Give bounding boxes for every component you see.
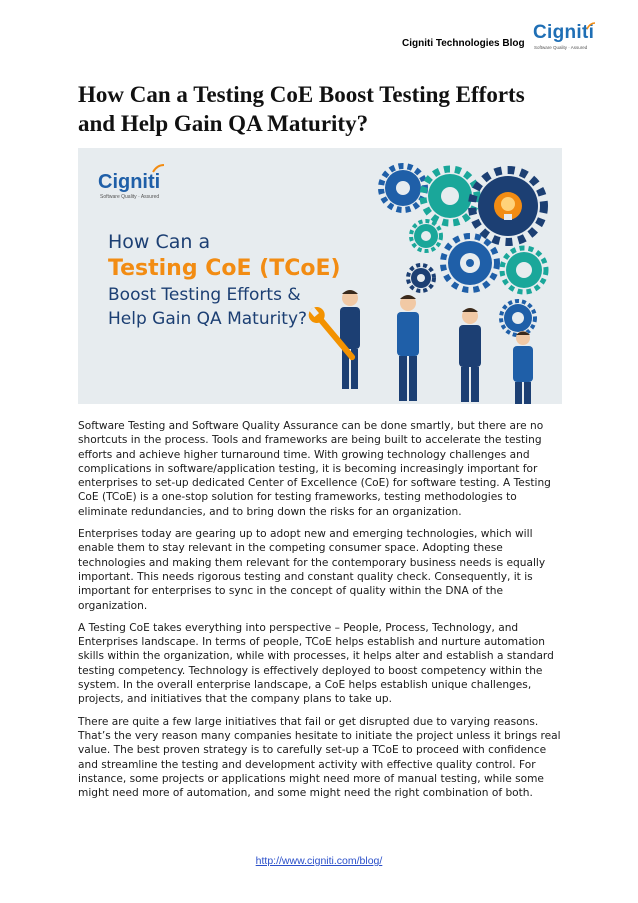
blog-label: Cigniti Technologies Blog [402,38,525,49]
gear-icon [408,265,434,291]
banner-line-2: Testing CoE (TCoE) [108,256,341,281]
page-header [0,0,638,60]
article-title: How Can a Testing CoE Boost Testing Efforts and Help Gain QA Maturity? [78,82,525,136]
paragraph: There are quite a few large initiatives that fail or get disrupted due to varying reasons. That’s the very reason many companies hesitate to initiate the project unless it brings real value. The best proven strategy is to carefully set-up a TCoE to proceed with confidence and streamline the testing and development activity with effective quality control. For instance, some projects or applications might need more of manual testing, while some might need more of automation, and some might need the right combination of both. [78,715,561,800]
hero-banner-image [78,148,562,404]
blog-url-link[interactable]: http://www.cigniti.com/blog/ [255,855,383,867]
logo-swoosh-icon [586,22,596,30]
banner-logo-text: Cigniti [98,171,161,193]
paragraph: Software Testing and Software Quality Assurance can be done smartly, but there are no shortcuts in the process. Tools and frameworks are being built to accelerate the testing efforts and achieve higher turnaround time. With growing technology challenges and complications in software/application testing, it is becoming increasingly important for enterprises to set-up dedicated Center of Excellence (CoE) for software testing. A Testing CoE (TCoE) is a one-stop solution for testing frameworks, testing methodologies to eliminate redundancies, and to bring down the risks for an organization. [78,420,551,518]
article-body [78,419,564,808]
logo-tagline: Software Quality · Assured [534,45,588,50]
paragraph: A Testing CoE takes everything into perspective – People, Process, Technology, and Enterprises landscape. In terms of people, TCoE helps establish and nurture automation skills within the organization, while with processes, it helps alter and establish a standard testing competency. Technology is effectively deployed to boost competency within the system. In the overall enterprise landscape, a CoE helps establish unique challenges, projects, and initiatives that the company plans to take up. [78,621,554,706]
banner-logo-tagline: Software Quality · Assured [100,194,160,200]
cigniti-logo[interactable] [533,22,613,54]
banner-line-3: Boost Testing Efforts & [108,285,301,305]
page-footer [0,849,638,868]
banner-line-1: How Can a [108,231,211,253]
logo-wordmark: Cigniti [533,22,595,43]
banner-line-4: Help Gain QA Maturity? [108,309,308,329]
banner-illustration [78,148,562,404]
paragraph: Enterprises today are gearing up to adopt new and emerging technologies, which will enable them to stay relevant in the competing consumer space. Adopting these technologies and making them relevant for the contemporary business needs is equally important. This needs rigorous testing and constant quality check. Consequently, it is important for enterprises to sync in the concept of quality within the DNA of the organization. [78,528,546,612]
